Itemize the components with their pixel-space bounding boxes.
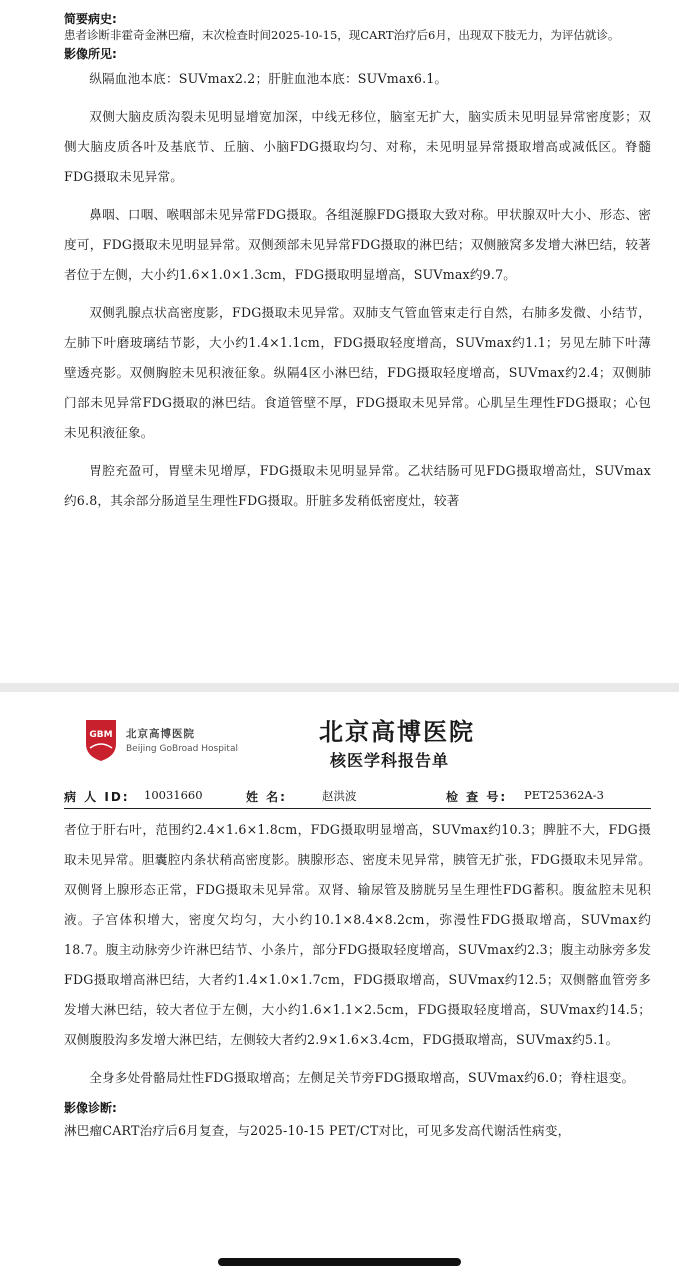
history-text: 患者诊断非霍奇金淋巴瘤，末次检查时间2025-10-15，现CART治疗后6月，出现双下肢无力，为评估就诊。: [64, 28, 620, 42]
logo-chinese-name: 北京高博医院: [126, 728, 195, 740]
diagnosis-heading: 影像诊断:: [64, 1101, 117, 1115]
findings-heading: 影像所见:: [64, 47, 117, 61]
diagnosis-text: 淋巴瘤CART治疗后6月复查，与2025-10-15 PET/CT对比，可见多发高代谢活性病变，: [64, 1123, 571, 1138]
exam-no-label: 检 查 号:: [446, 790, 508, 804]
report-header: [64, 692, 651, 792]
findings-paragraph-continued: 者位于肝右叶，范围约2.4×1.6×1.8cm，FDG摄取明显增高，SUVmax约10.3；脾脏不大，FDG摄取未见异常。胆囊腔内条状稍高密度影。胰腺形态、密度未见异常，胰管无扩张，FDG摄取未见异常。双侧肾上腺形态正常，FDG摄取未见异常。双肾、输尿管及膀胱另呈生理性FDG蓄积。腹盆腔未见积液。子宫体积增大，密度欠均匀，大小约10.1×8.4×8.2cm，弥漫性FDG摄取增高，SUVmax约18.7。腹主动脉旁少许淋巴结节、小条片，部分FDG摄取轻度增高，SUVmax约2.3；腹主动脉旁多发FDG摄取增高淋巴结，大者约1.4×1.0×1.7cm，FDG摄取增高，SUVmax约12.5；双侧髂血管旁多发增大淋巴结，较大者位于左侧，大小约1.6×1.1×2.5cm，FDG摄取轻度增高，SUVmax约14.5；双侧腹股沟多发增大淋巴结，左侧较大者约2.9×1.6×3.4cm，FDG摄取增高，SUVmax约5.1。: [64, 822, 651, 1047]
patient-name-label: 姓 名:: [246, 790, 287, 804]
hospital-name: 北京高博医院: [319, 718, 475, 746]
report-title: 核医学科报告单: [330, 751, 450, 770]
findings-paragraph: 鼻咽、口咽、喉咽部未见异常FDG摄取。各组涎腺FDG摄取大致对称。甲状腺双叶大小、形态、密度可，FDG摄取未见明显异常。双侧颈部未见异常FDG摄取的淋巴结；双侧腋窝多发增大淋巴结，较著者位于左侧，大小约1.6×1.0×1.3cm，FDG摄取明显增高，SUVmax约9.7。: [64, 207, 651, 282]
logo-badge-text: GBM: [89, 730, 113, 740]
home-indicator[interactable]: [218, 1258, 461, 1266]
exam-no-value: PET25362A-3: [524, 788, 604, 802]
findings-paragraph: 双侧乳腺点状高密度影，FDG摄取未见异常。双肺支气管血管束走行自然，右肺多发微、小结节，左肺下叶磨玻璃结节影，大小约1.4×1.1cm，FDG摄取轻度增高，SUVmax约1.1；另见左肺下叶薄壁透亮影。双侧胸腔未见积液征象。纵隔4区小淋巴结，FDG摄取轻度增高，SUVmax约2.4；双侧肺门部未见异常FDG摄取的淋巴结。食道管壁不厚，FDG摄取未见异常。心肌呈生理性FDG摄取；心包未见积液征象。: [64, 305, 651, 440]
logo-english-name: Beijing GoBroad Hospital: [126, 744, 238, 754]
findings-paragraph: 胃腔充盈可，胃壁未见增厚，FDG摄取未见明显异常。乙状结肠可见FDG摄取增高灶，SUVmax约6.8，其余部分肠道呈生理性FDG摄取。肝脏多发稍低密度灶，较著: [64, 463, 651, 508]
shield-logo-icon: [84, 718, 118, 762]
report-page-2: [0, 692, 679, 1280]
hospital-logo: [84, 718, 238, 762]
patient-name-value: 赵洪波: [322, 789, 357, 803]
findings-paragraph: 双侧大脑皮质沟裂未见明显增宽加深，中线无移位，脑室无扩大，脑实质未见明显异常密度影；双侧大脑皮质各叶及基底节、丘脑、小脑FDG摄取均匀、对称，未见明显异常摄取增高或减低区。脊髓FDG摄取未见异常。: [64, 109, 651, 184]
findings-paragraph-bone: 全身多处骨骼局灶性FDG摄取增高；左侧足关节旁FDG摄取增高，SUVmax约6.0；脊柱退变。: [89, 1070, 635, 1085]
history-heading: 简要病史:: [64, 12, 117, 26]
patient-info-row: [64, 788, 651, 809]
patient-id-label: 病 人 ID:: [64, 790, 130, 804]
patient-id-value: 10031660: [144, 788, 203, 802]
findings-paragraph: 纵隔血池本底：SUVmax2.2；肝脏血池本底：SUVmax6.1。: [89, 71, 448, 86]
